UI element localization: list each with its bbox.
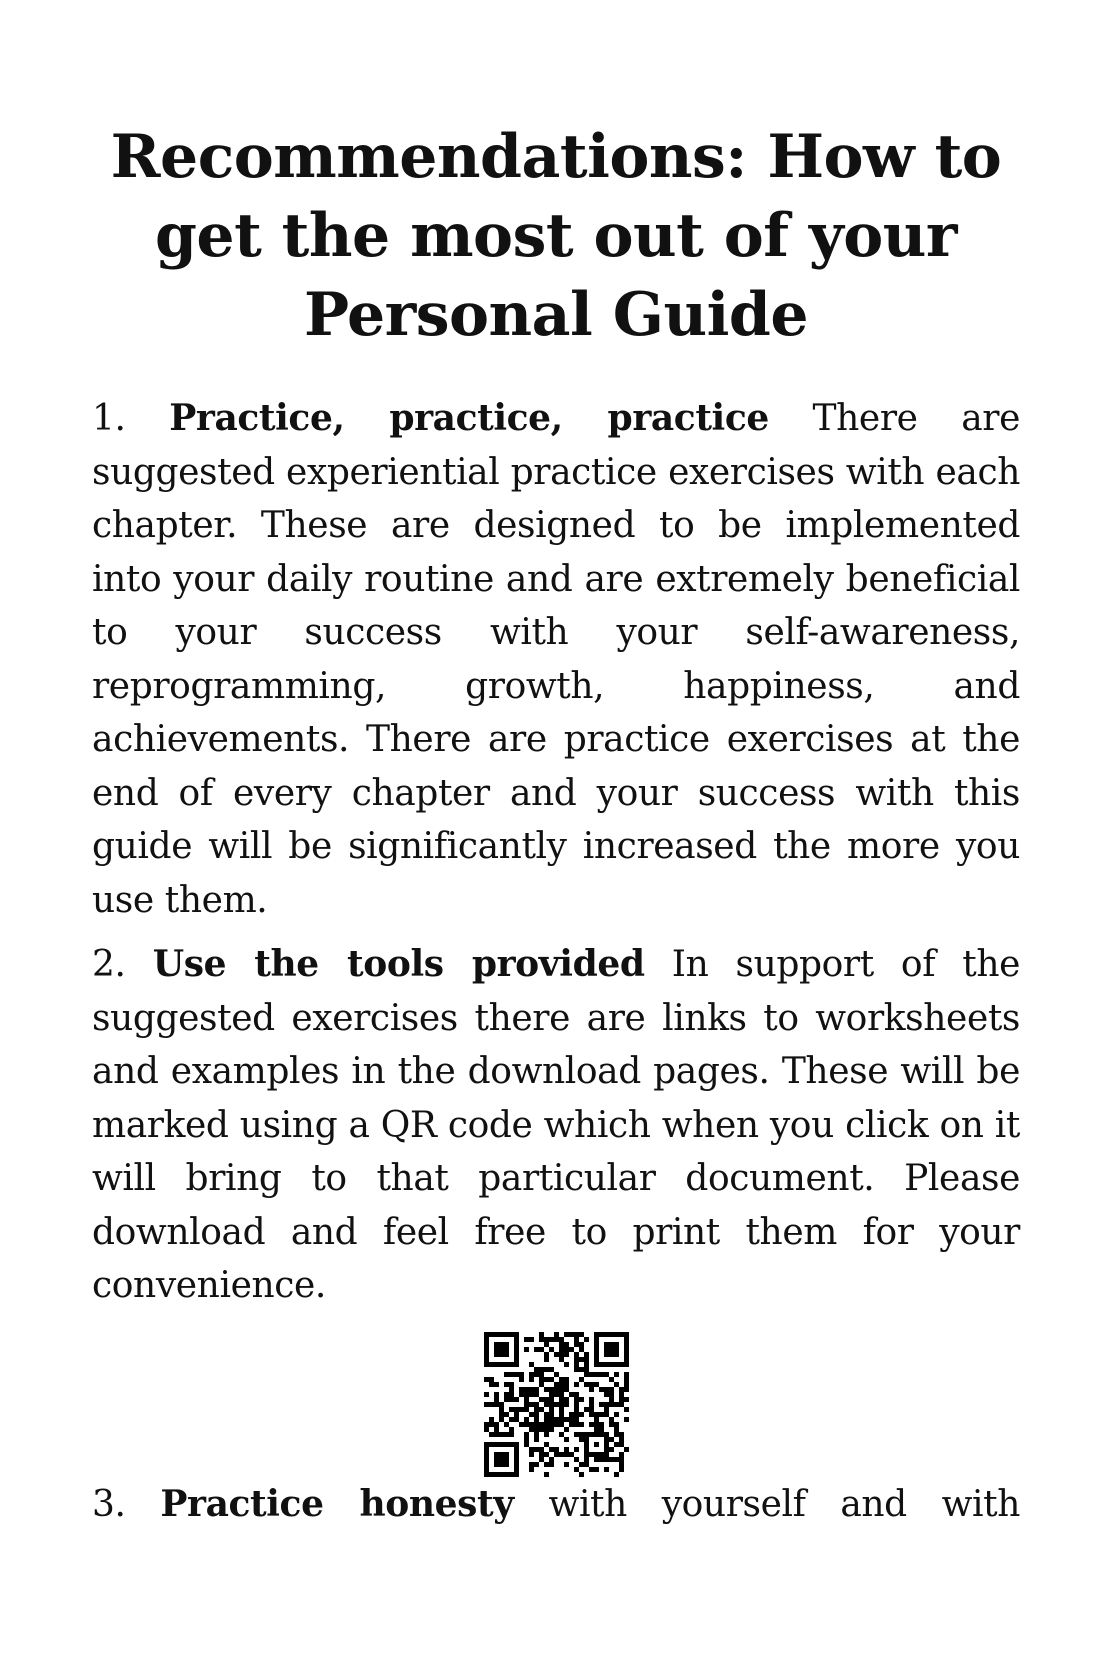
recommendation-item-2: [92, 938, 1020, 1313]
item-number: 3.: [92, 1484, 126, 1525]
item-text: In support of the suggested exercises there are links to worksheets and examples in the download pages. These will be marked using a QR code which when you click on it will bring to that particular document. Please download and feel free to print them for your convenience.: [92, 944, 1021, 1306]
item-number: 1.: [92, 398, 126, 439]
qr-code-graphic: [484, 1332, 629, 1477]
item-number: 2.: [92, 944, 126, 985]
item-lead: Use the tools provided: [152, 943, 645, 985]
page-title: Recommendations: How to get the most out of your Personal Guide: [110, 122, 1002, 350]
item-text: with yourself and with: [548, 1484, 1020, 1525]
recommendation-item-3: [92, 1478, 1020, 1532]
recommendation-item-1: [92, 392, 1020, 927]
item-lead: Practice honesty: [160, 1483, 514, 1525]
qr-code-icon[interactable]: [484, 1332, 629, 1477]
item-lead: Practice, practice, practice: [169, 397, 769, 439]
item-text: There are suggested experiential practice exercises with each chapter. These are designed to be implemented into your daily routine and are extremely beneficial to your success with your self-awareness, reprogramming, growth, happiness, and achievements. There are practice exercises at the end of every chapter and your success with this guide will be significantly increased the more you use them.: [92, 398, 1020, 921]
